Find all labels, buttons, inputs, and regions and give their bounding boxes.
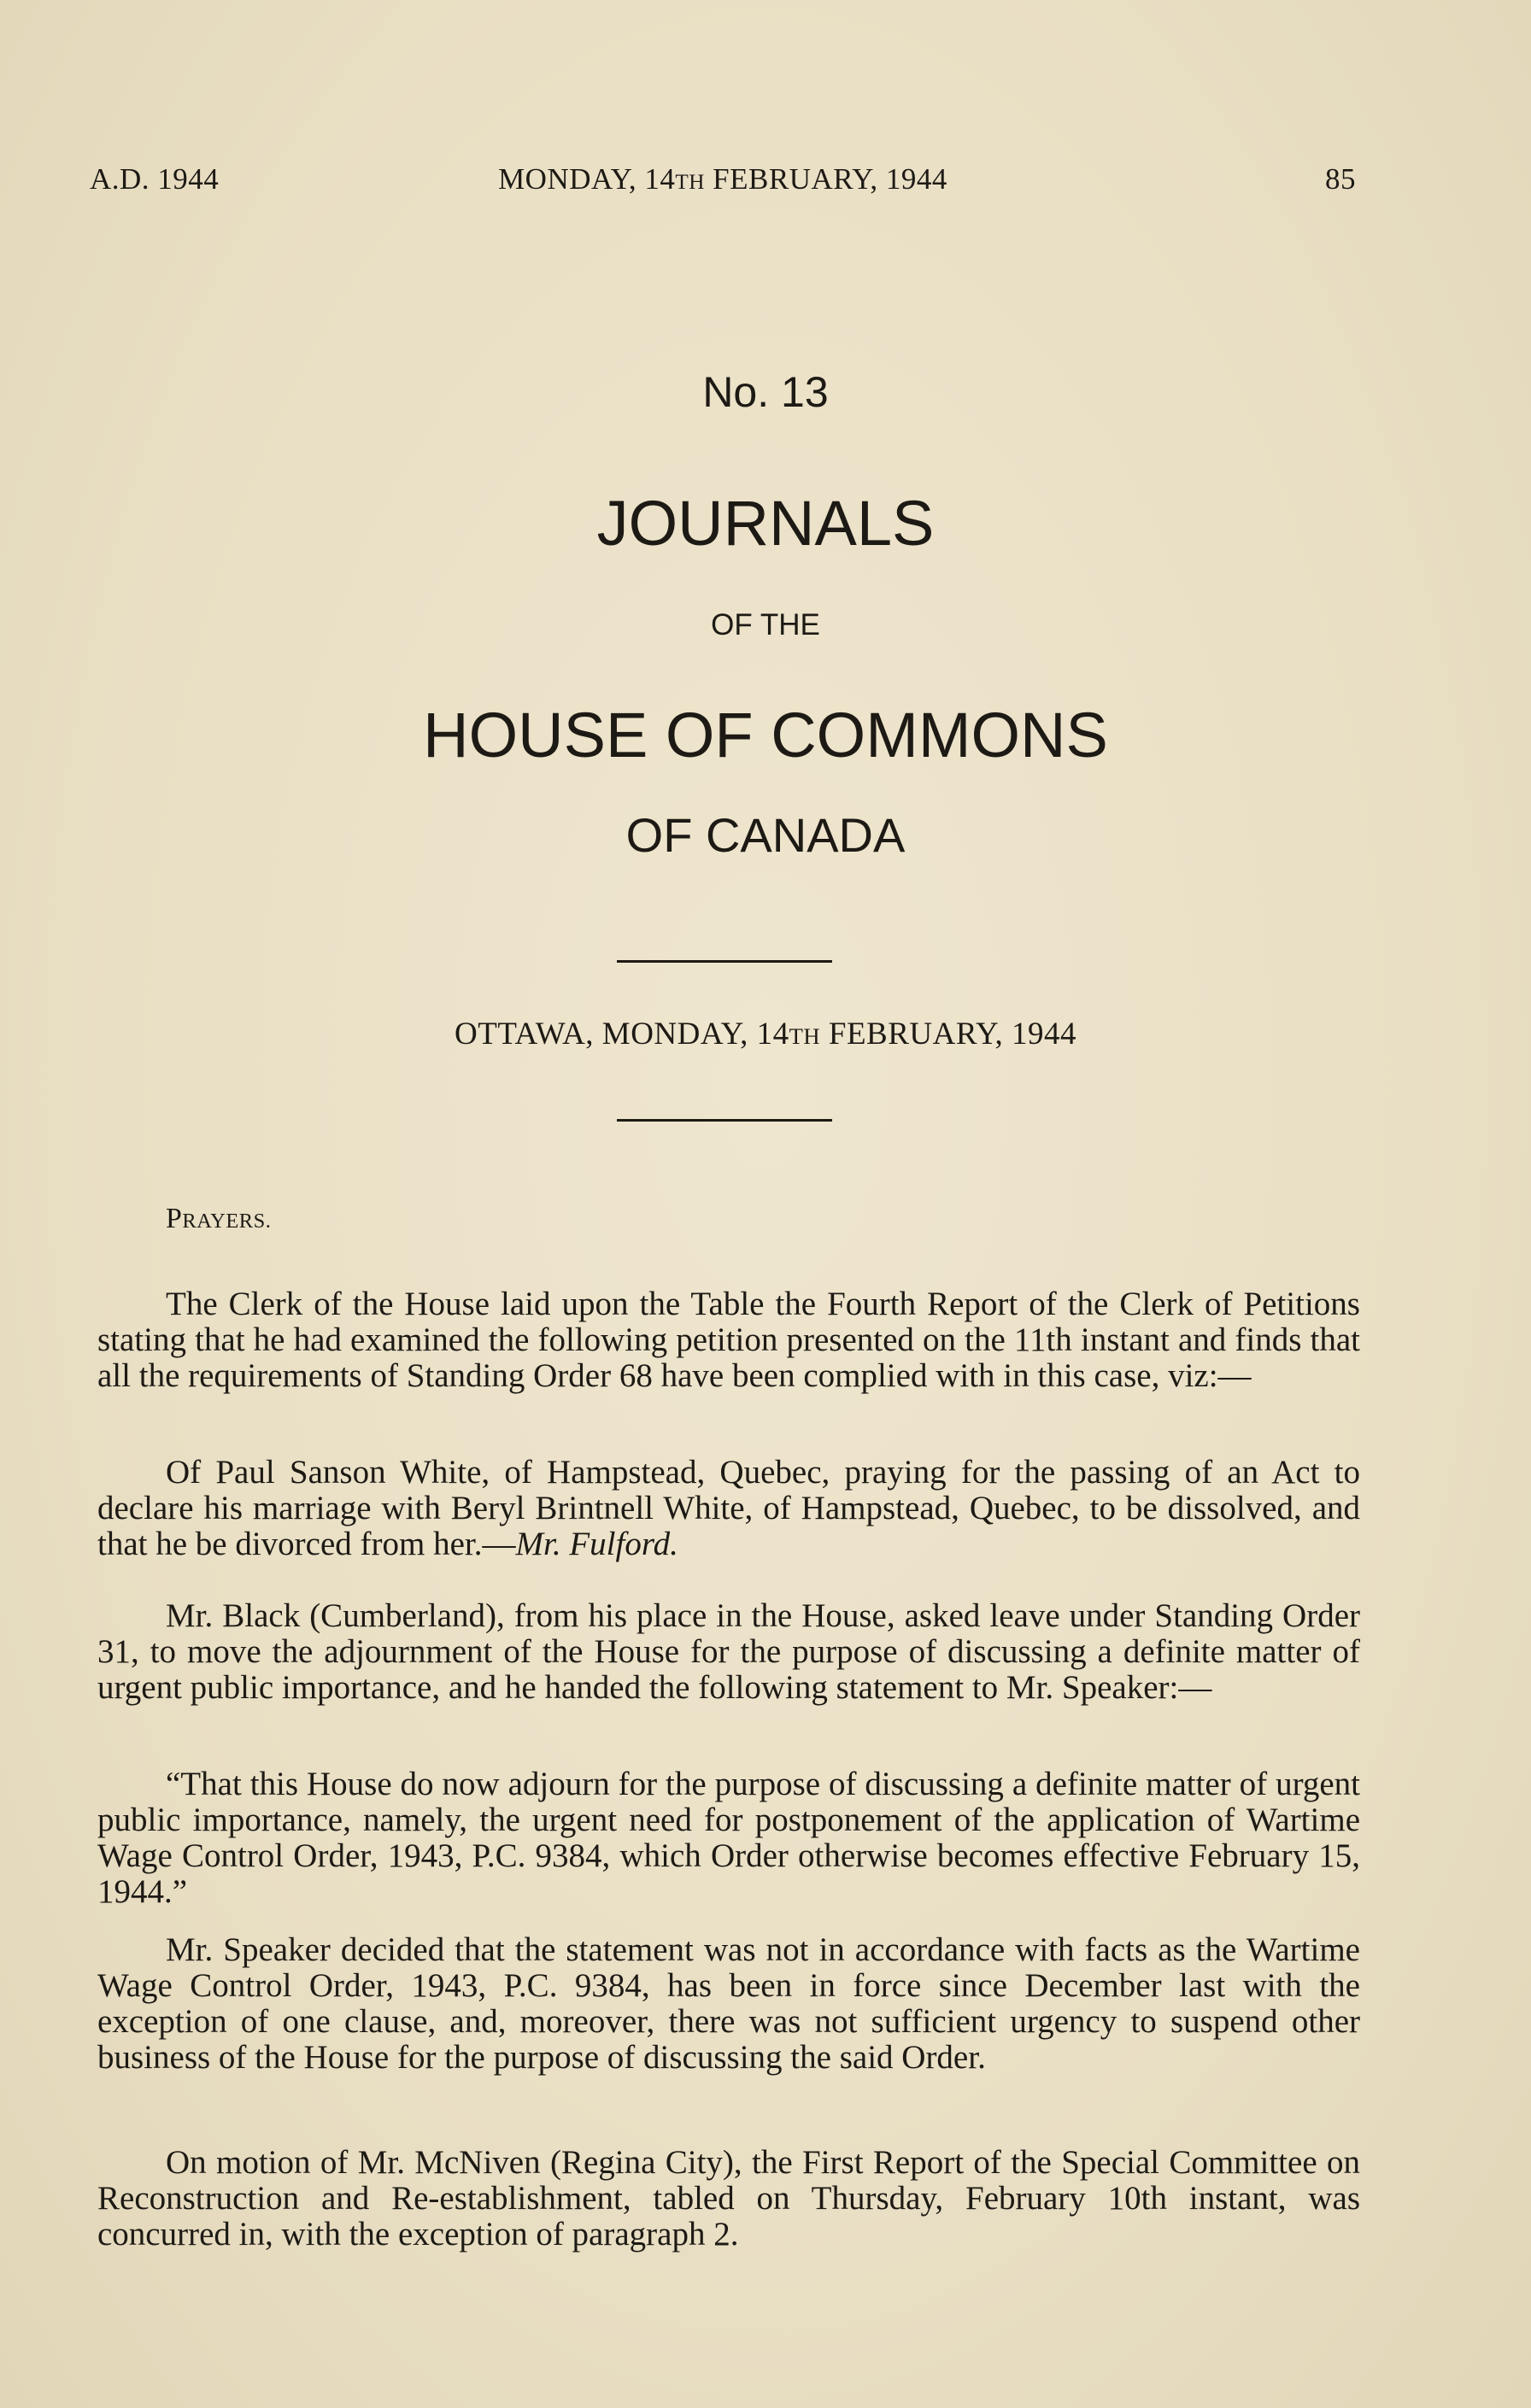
paragraph-text (97, 1455, 1360, 1562)
title-of-canada: OF CANADA (625, 808, 906, 862)
issue-number: No. 13 (702, 368, 829, 416)
journal-title: JOURNALS (596, 488, 935, 559)
running-head-date-pre: MONDAY, 14 (498, 162, 676, 196)
petition-member: Mr. Fulford. (515, 1526, 678, 1562)
prayers-first-letter: P (166, 1203, 183, 1234)
dateline-pre: OTTAWA, MONDAY, 14 (455, 1017, 789, 1052)
paragraph-text: The Clerk of the House laid upon the Table the Fourth Report of the Clerk of Petitions stating that he had examined the following petition presented on the 11th instant and finds that all the requirements of Standing Order 68 have been complied with in this case, viz:— (97, 1286, 1360, 1394)
paragraph-text: On motion of Mr. McNiven (Regina City), the First Report of the Special Committee on Reconstruction and Re-establishment, tabled on Thursday, February 10th instant, was concurred in, with the exception of paragraph 2. (97, 2144, 1360, 2253)
running-head-year: A.D. 1944 (90, 162, 220, 196)
paragraph-text: Mr. Speaker decided that the statement was not in accordance with facts as the Wartime Wage Control Order, 1943, P.C. 9384, has been in force since December last with the exception of one clause, and, moreover, there was not sufficient urgency to suspend other business of the House for the purpose of discussing the said Order. (97, 1931, 1360, 2076)
prayers-rest: RAYERS. (182, 1210, 272, 1233)
paragraph-clerk-report (97, 1286, 1360, 1394)
dateline-suffix: TH (789, 1023, 821, 1049)
running-head-date-suffix: TH (675, 171, 705, 194)
running-head-date-post: FEBRUARY, 1944 (704, 162, 947, 196)
paragraph-text: Mr. Black (Cumberland), from his place in the House, asked leave under Standing Order 31, to move the adjournment of the House for the purpose of discussing a definite matter of urgent public importance, and he handed the following statement to Mr. Speaker:— (97, 1597, 1360, 1706)
paragraph-petition (97, 1455, 1360, 1562)
running-head (90, 162, 1356, 205)
page-number: 85 (1325, 162, 1356, 196)
paragraph-speaker-decision (97, 1932, 1360, 2076)
divider-rule-top (617, 960, 832, 963)
title-house-of-commons: HOUSE OF COMMONS (423, 700, 1108, 770)
dateline-post: FEBRUARY, 1944 (820, 1017, 1076, 1052)
dateline (0, 1016, 1531, 1052)
paragraph-statement (97, 1766, 1360, 1910)
paragraph-black-motion (97, 1598, 1360, 1706)
paragraph-mcniven-motion (97, 2145, 1360, 2253)
title-of-the: OF THE (711, 608, 820, 642)
running-head-date (90, 162, 1356, 196)
paragraph-text: “That this House do now adjourn for the purpose of discussing a definite matter of urgent public importance, namely, the urgent need for postponement of the application of Wartime Wage Control Order, 1943, P.C. 9384, which Order otherwise becomes effective February 15, 1944.” (97, 1766, 1360, 1910)
prayers-heading (166, 1203, 271, 1235)
divider-rule-bottom (617, 1119, 832, 1122)
petition-text: Of Paul Sanson White, of Hampstead, Quebec, praying for the passing of an Act to declare his marriage with Beryl Brintnell White, of Hampstead, Quebec, to be dissolved, and that he be divorced from her.— (97, 1454, 1360, 1562)
